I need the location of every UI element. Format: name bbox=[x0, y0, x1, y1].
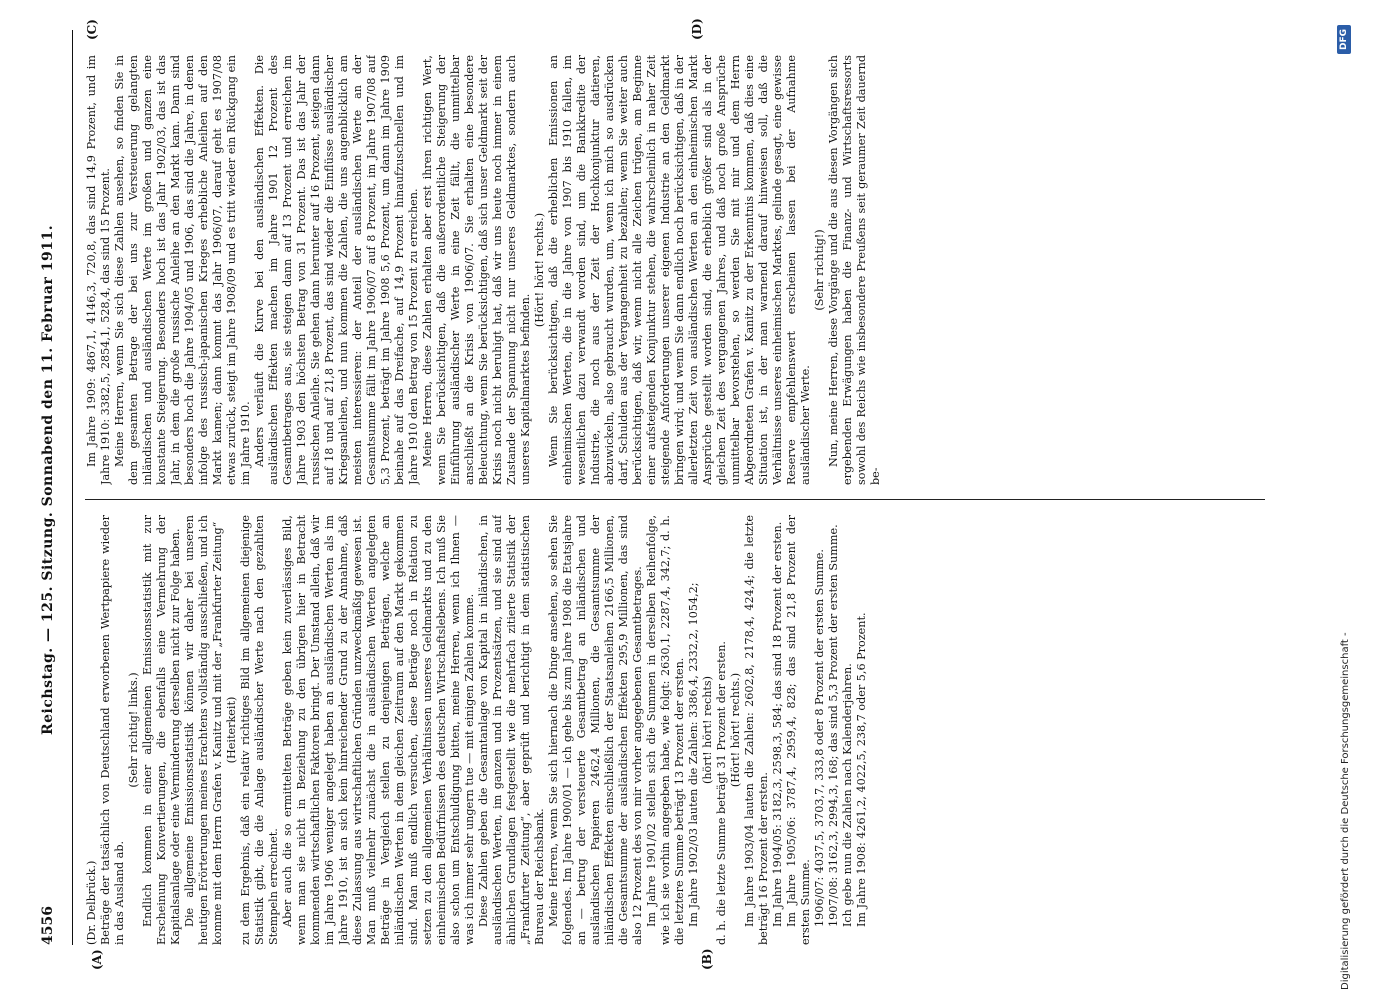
paragraph: Im Jahre 1905/06: 3787,4, 2959,4, 828; das sind 21,8 Prozent der ersten Summe. bbox=[785, 515, 812, 945]
paragraph: Im Jahre 1908: 4261,2, 4022,5, 238,7 oder 5,6 Prozent. bbox=[855, 612, 868, 927]
paragraph: Ich gebe nun die Zahlen nach Kalenderjahren. bbox=[841, 663, 854, 927]
interjection: (Hört! hört! rechts.) bbox=[729, 672, 742, 788]
paragraph: Aber auch die so ermittelten Beträge geben kein zuverlässiges Bild, wenn man sie nicht in Beziehung zu den übrigen hier in Betracht kommenden wirtschaftlichen Faktoren bringt. Der Umstand allein, daß wir im Jahre 1906 weniger angelegt haben an ausländischen Werten als im Jahre 1910, ist an sich kein hinreichender Grund zu der Annahme, daß diese Zulassung aus wirtschaftlichen Gründen unzweckmäßig gewesen ist. Man muß vielmehr zunächst die in ausländischen Werten angelegten Beträge in Vergleich stellen zu denjenigen Beträgen, welche an inländischen Werten in dem gleichen Zeitraum auf den Markt gekommen sind. Man muß endlich versuchen, diese Beträge noch in Relation zu setzen zu den allgemeinen Verhältnissen unseres Geldmarkts und zu den einheimischen Bedürfnissen des deutschen Wirtschaftslebens. Ich muß Sie also schon um Entschuldigung bitten, meine Herren, wenn ich Ihnen — was ich immer sehr ungern tue — mit einigen Zahlen komme. bbox=[281, 515, 476, 945]
digitization-note: Digitalisierung gefördert durch die Deutsche Forschungsgemeinschaft - bbox=[1340, 632, 1351, 990]
margin-mark-c: (C) bbox=[85, 19, 99, 40]
column-rule bbox=[85, 499, 1265, 500]
paragraph: 1906/07: 4037,5, 3703,7, 333,8 oder 8 Prozent der ersten Summe. bbox=[813, 549, 826, 927]
paragraph: Meine Herren, wenn Sie sich hiernach die Dinge ansehen, so sehen Sie folgendes. Im Jahre 1900/01 — ich gehe bis zum Jahre 1908 die Etatsjahre an — betrug der versteuerte Gesamtbetrag an inländischen und ausländischen Papieren 2462,4 Millionen, die Gesamtsumme der inländischen Effekten einschließlich der Staatsanleihen 2166,5 Millionen, die Gesamtsumme der ausländischen Effekten 295,9 Millionen, das sind also 12 Prozent des von mir vorher angegebenen Gesamtbetrages. bbox=[547, 515, 644, 945]
margin-mark-b: (B) bbox=[700, 948, 714, 970]
dfg-logo: DFG bbox=[1337, 25, 1351, 54]
paragraph: Meine Herren, wenn Sie sich diese Zahlen ansehen, so finden Sie in dem gesamten Betrage der bei uns zur Versteuerung gelangten inländischen und ausländischen Werte im großen und ganzen eine konstante Steigerung. Besonders hoch ist das Jahr 1902/03, das ist das Jahr, in dem die große russische Anleihe an den Markt kam. Dann sind besonders hoch die Jahre 1904/05 und 1906, das sind die Jahre, in denen infolge des russisch-japanischen Krieges erhebliche Anleihen auf den Markt kamen; dann kommt das Jahr 1906/07, darauf geht es 1907/08 etwas zurück, steigt im Jahre 1908/09 und es tritt wieder ein Rückgang ein im Jahre 1910. bbox=[113, 55, 252, 485]
paragraph: Im Jahre 1903/04 lauten die Zahlen: 2602,8, 2178,4, 424,4; die letzte beträgt 16 Prozent der ersten. bbox=[743, 515, 770, 945]
digitization-footer bbox=[1340, 10, 1351, 990]
paragraph: Nun, meine Herren, diese Vorgänge und die aus diesen Vorgängen sich ergebenden Erwägungen haben die Finanz- und Wirtschaftsressorts sowohl des Reichs wie insbesondere Preußens seit geraumer Zeit dauernd be- bbox=[827, 55, 882, 485]
paragraph: Im Jahre 1909: 4867,1, 4146,3, 720,8, das sind 14,9 Prozent, und im Jahre 1910: 3382,5, 2854,1, 528,4, das sind 15 Prozent. bbox=[85, 55, 112, 485]
interjection: (Sehr richtig!) bbox=[813, 229, 826, 311]
paragraph: d. h. die letzte Summe beträgt 31 Prozent der ersten. bbox=[715, 641, 728, 945]
paragraph: Anders verläuft die Kurve bei den ausländischen Effekten. Die ausländischen Effekten machen im Jahre 1901 12 Prozent des Gesamtbetrages aus, sie steigen dann auf 13 Prozent und erreichen im Jahre 1903 den höchsten Betrag von 31 Prozent. Das ist das Jahr der russischen Anleihe. Sie gehen dann herunter auf 16 Prozent, steigen dann auf 18 und auf 21,8 Prozent, das sind wieder die Einflüsse ausländischer Kriegsanleihen, und nun kommen die Zahlen, die uns augenblicklich am meisten interessieren: der Anteil der ausländischen Werte an der Gesamtsumme fällt im Jahre 1906/07 auf 8 Prozent, im Jahre 1907/08 auf 5,3 Prozent, beträgt im Jahre 1908 5,6 Prozent, um dann im Jahre 1909 beinahe auf das Dreifache, auf 14,9 Prozent hinaufzuschnellen und im Jahre 1910 den Betrag von 15 Prozent zu erreichen. bbox=[253, 55, 420, 485]
paragraph: Meine Herren, diese Zahlen erhalten aber erst ihren richtigen Wert, wenn Sie berücksichtigen, daß die außerordentliche Steigerung der Einführung ausländischer Werte in eine Zeit fällt, die unmittelbar anschließt an die Krisis von 1906/07. Sie erhalten eine besondere Beleuchtung, wenn Sie berücksichtigen, daß sich unser Geldmarkt seit der Krisis noch nicht beruhigt hat, daß wir uns heute noch immer in einem Zustande der Spannung nicht nur unseres Geldmarktes, sondern auch unseres Kapitalmarktes befinden. bbox=[421, 55, 532, 485]
page-number: 4556 bbox=[40, 906, 56, 945]
page-header bbox=[40, 30, 66, 945]
interjection: (Heiterkeit) bbox=[225, 696, 238, 764]
interjection: (Sehr richtig! links.) bbox=[127, 672, 140, 788]
paragraph: Die allgemeine Emissionsstatistik können wir daher bei unseren heutigen Erörterungen meines Erachtens vollständig ausschließen, und ich komme mit dem Herrn Grafen v. Kanitz und mit der „Frankfurter Zeitung“ bbox=[183, 515, 224, 945]
interjection: (hört! hört! rechts) bbox=[701, 675, 714, 785]
paragraph: Im Jahre 1901/02 stellen sich die Summen in derselben Reihenfolge, wie ich sie vorhin angegeben habe, wie folgt: 2630,1, 2287,4, 342,7; d. h. die letztere Summe beträgt 13 Prozent der ersten. bbox=[645, 515, 686, 945]
paragraph: Im Jahre 1902/03 lauten die Zahlen: 3386,4, 2332,2, 1054,2; bbox=[687, 582, 700, 927]
paragraph: Beträge der tatsächlich von Deutschland erworbenen Wertpapiere wieder in das Ausland ab. bbox=[99, 515, 126, 945]
margin-mark-d: (D) bbox=[690, 18, 704, 40]
left-text-column bbox=[85, 515, 1290, 945]
paragraph: 1907/08: 3162,3, 2994,3, 168; das sind 5,3 Prozent der ersten Summe. bbox=[827, 524, 840, 927]
header-rule bbox=[72, 30, 73, 945]
paragraph: Im Jahre 1904/05: 3182,3, 2598,3, 584; das sind 18 Prozent der ersten. bbox=[771, 521, 784, 927]
interjection: (Hört! hört! rechts.) bbox=[533, 212, 546, 328]
margin-mark-a: (A) bbox=[90, 949, 104, 970]
speaker-name: (Dr. Delbrück.) bbox=[85, 860, 98, 945]
right-text-column bbox=[85, 55, 1290, 485]
paragraph: Wenn Sie berücksichtigen, daß die erheblichen Emissionen an einheimischen Werten, die in die Jahre von 1907 bis 1910 fallen, im wesentlichen dazu verwandt worden sind, um die Bankkredite der Industrie, die noch aus der Zeit der Hochkonjunktur datieren, abzuwickeln, also gebraucht wurden, um, wenn ich mich so ausdrücken darf, Schulden aus der Vergangenheit zu bezahlen; wenn Sie weiter auch berücksichtigen, daß wir, wenn nicht alle Zeichen trügen, am Beginne einer aufsteigenden Konjunktur stehen, die wahrscheinlich in naher Zeit steigende Anforderungen unserer eigenen Industrie an den Geldmarkt bringen wird; und wenn Sie dann endlich noch berücksichtigen, daß in der allerletzten Zeit von ausländischen Werten an den einheimischen Markt Ansprüche gestellt worden sind, die erheblich größer sind als in der gleichen Zeit des vergangenen Jahres, und daß noch große Ansprüche unmittelbar bevorstehen, so werden Sie mit mir und dem Herrn Abgeordneten Grafen v. Kanitz zu der Erkenntnis kommen, daß dies eine Situation ist, in der man warnend darauf hinweisen soll, daß die Verhältnisse unseres einheimischen Marktes, gelinde gesagt, eine gewisse Reserve empfehlenswert erscheinen lassen bei der Aufnahme ausländischer Werte. bbox=[547, 55, 812, 485]
paragraph: zu dem Ergebnis, daß ein relativ richtiges Bild im allgemeinen diejenige Statistik gibt, die die Anlage ausländischer Werte nach den gezahlten Stempeln errechnet. bbox=[239, 515, 280, 945]
page-title: Reichstag. — 125. Sitzung. Sonnabend den 11. Februar 1911. bbox=[40, 224, 56, 735]
paragraph: Endlich kommen in einer allgemeinen Emissionsstatistik mit zur Erscheinung Konvertierungen, die ebenfalls eine Vermehrung der Kapitalsanlage oder eine Verminderung derselben nicht zur Folge haben. bbox=[141, 515, 182, 945]
paragraph: Diese Zahlen geben die Gesamtanlage von Kapital in inländischen, in ausländischen Werten, im ganzen und in Prozentsätzen, und sie sind auf ähnlichen Grundlagen festgestellt wie die mehrfach zitierte Statistik der „Frankfurter Zeitung“, aber geprüft und berichtigt in dem statistischen Bureau der Reichsbank. bbox=[477, 515, 546, 945]
